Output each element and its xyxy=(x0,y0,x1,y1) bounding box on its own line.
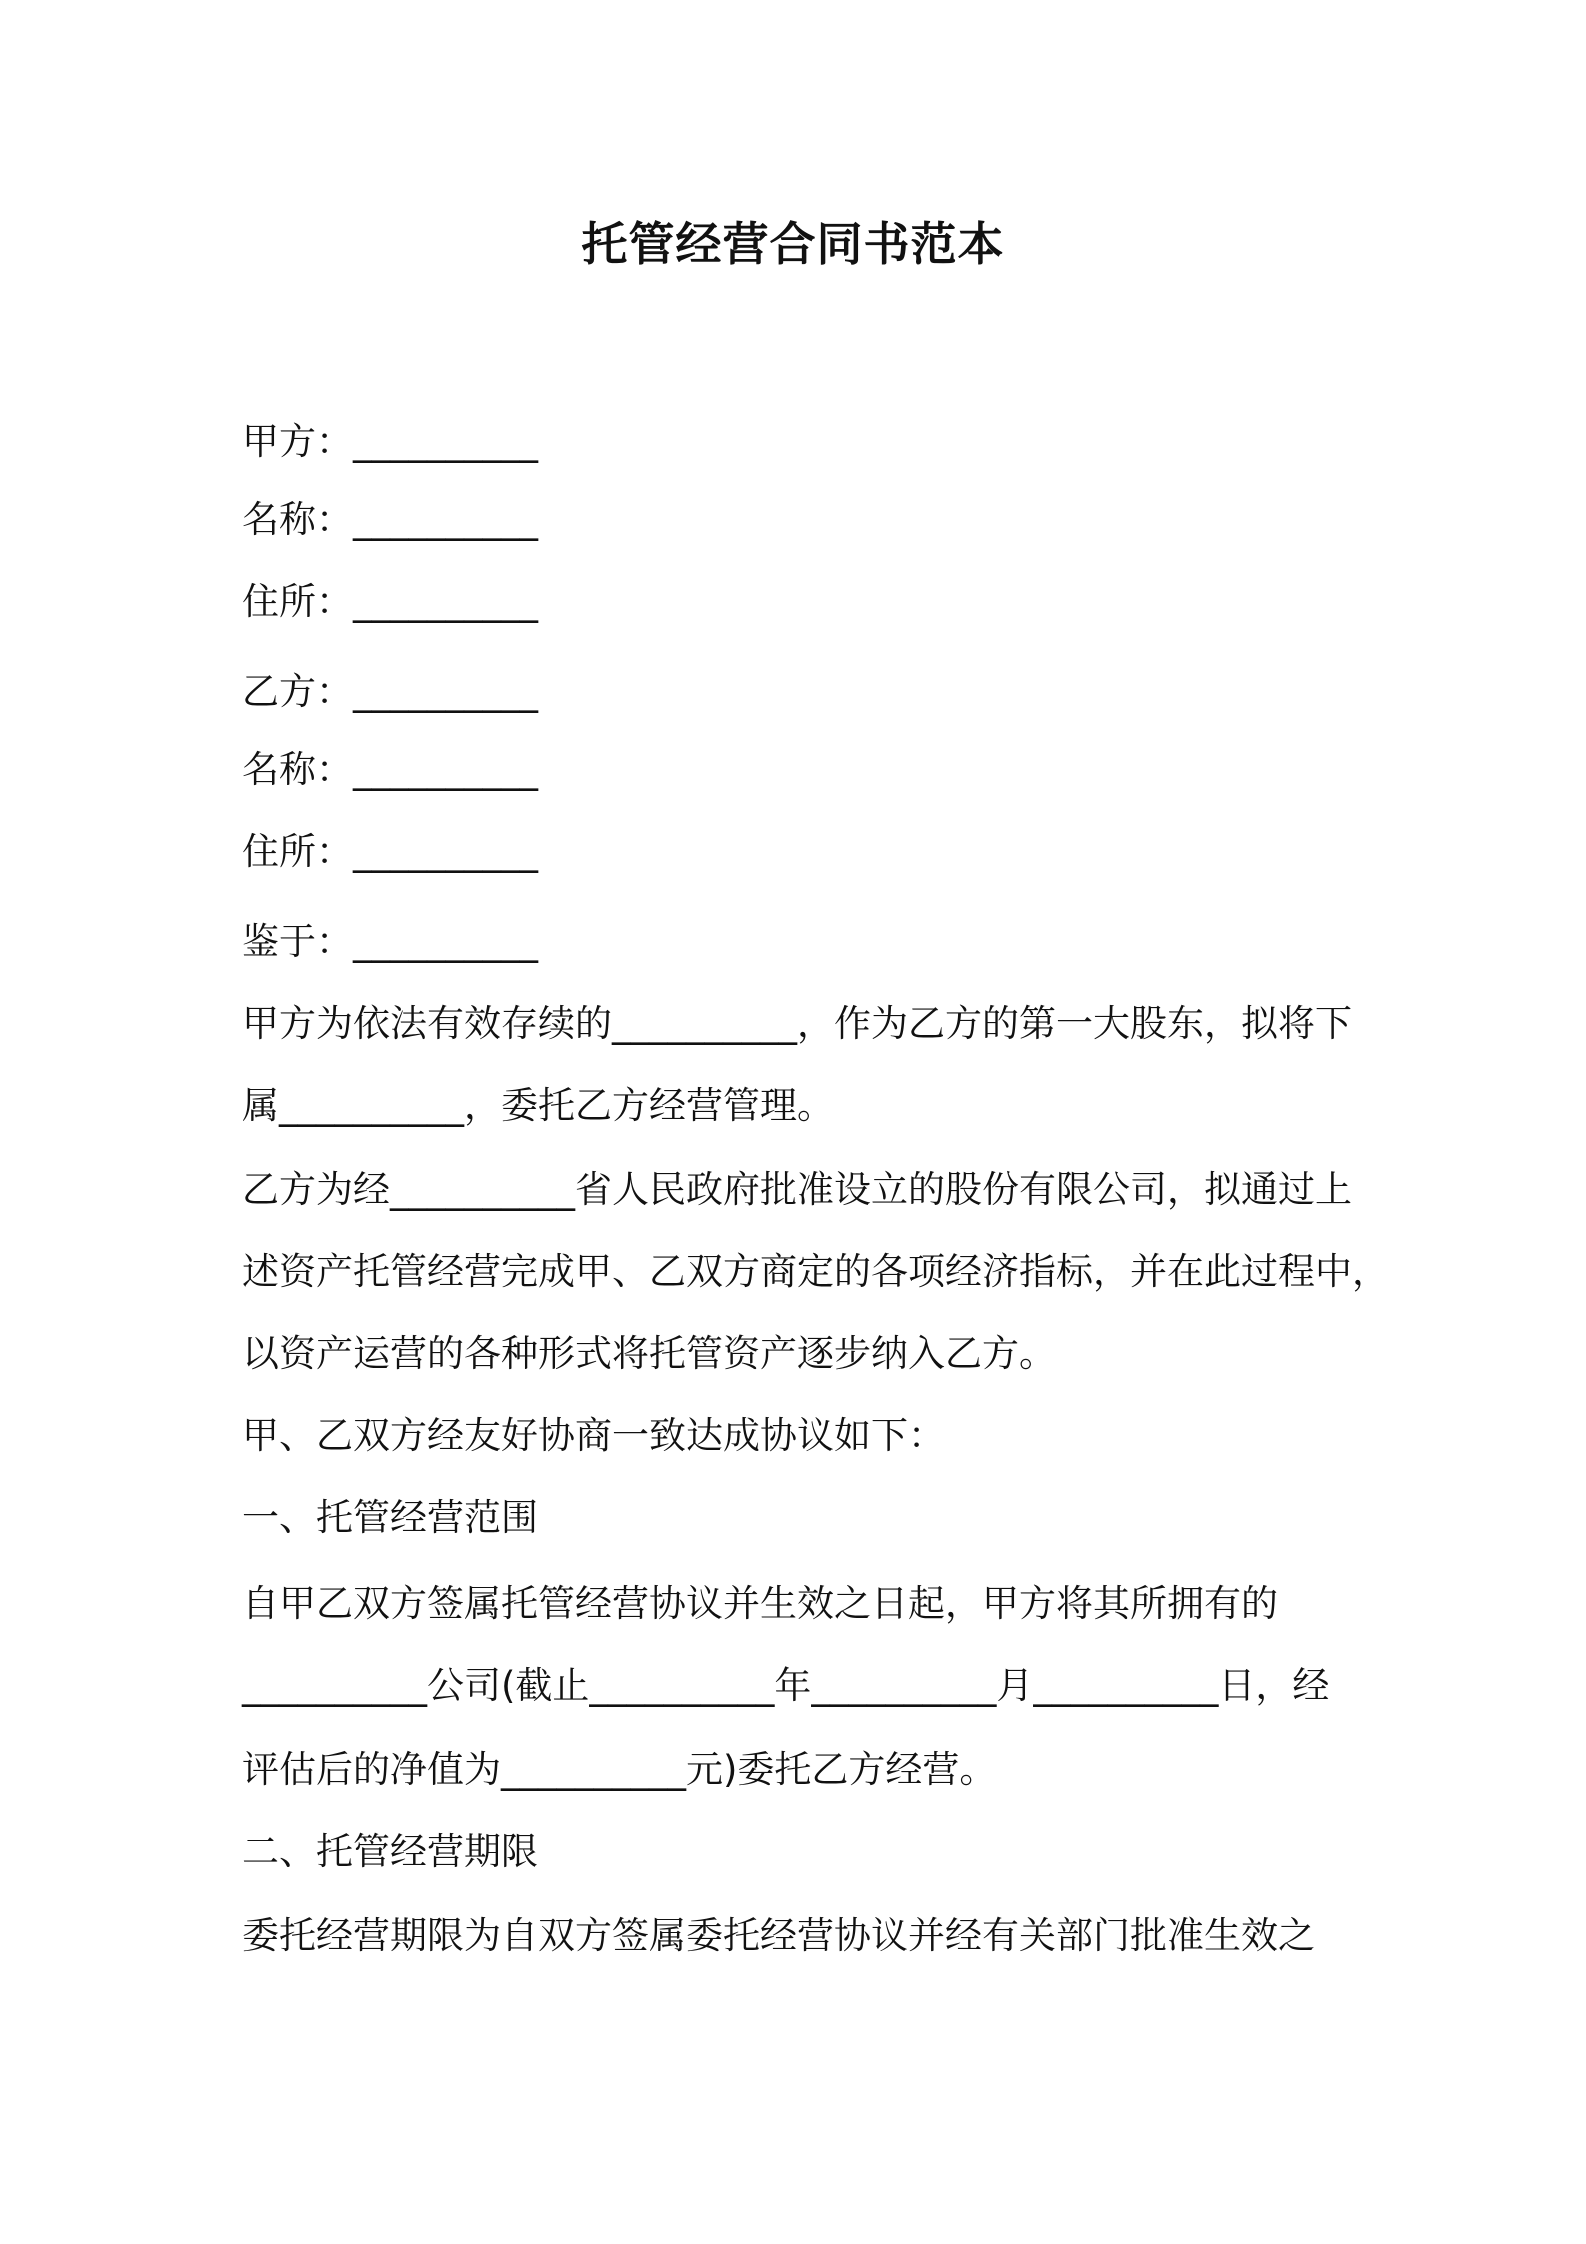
section-heading-scope: 一、托管经营范围 xyxy=(242,1496,538,1539)
paragraph-line: 委托经营期限为自双方签属委托经营协议并经有关部门批准生效之 xyxy=(242,1914,1315,1957)
paragraph-line: 甲方为依法有效存续的__________，作为乙方的第一大股东，拟将下 xyxy=(242,1002,1352,1045)
paragraph-line: 以资产运营的各种形式将托管资产逐步纳入乙方。 xyxy=(242,1332,1056,1375)
party-b-address-line: 住所：__________ xyxy=(242,830,538,873)
paragraph-line: 乙方为经__________省人民政府批准设立的股份有限公司，拟通过上 xyxy=(242,1168,1352,1211)
paragraph-line: 甲、乙双方经友好协商一致达成协议如下： xyxy=(242,1414,945,1457)
document-title: 托管经营合同书范本 xyxy=(581,217,1005,271)
section-heading-term: 二、托管经营期限 xyxy=(242,1830,538,1873)
party-a-name-line: 名称：__________ xyxy=(242,498,538,541)
paragraph-line: 述资产托管经营完成甲、乙双方商定的各项经济指标，并在此过程中， xyxy=(242,1250,1389,1293)
party-a-address-line: 住所：__________ xyxy=(242,580,538,623)
party-a-line: 甲方：__________ xyxy=(242,420,538,463)
paragraph-line: __________公司(截止__________年__________月__________日，经 xyxy=(242,1664,1330,1707)
paragraph-line: 评估后的净值为__________元)委托乙方经营。 xyxy=(242,1748,997,1791)
party-b-name-line: 名称：__________ xyxy=(242,748,538,791)
paragraph-line: 自甲乙双方签属托管经营协议并生效之日起，甲方将其所拥有的 xyxy=(242,1582,1278,1625)
whereas-line: 鉴于：__________ xyxy=(242,920,538,963)
paragraph-line: 属__________，委托乙方经营管理。 xyxy=(242,1084,834,1127)
party-b-line: 乙方：__________ xyxy=(242,670,538,713)
